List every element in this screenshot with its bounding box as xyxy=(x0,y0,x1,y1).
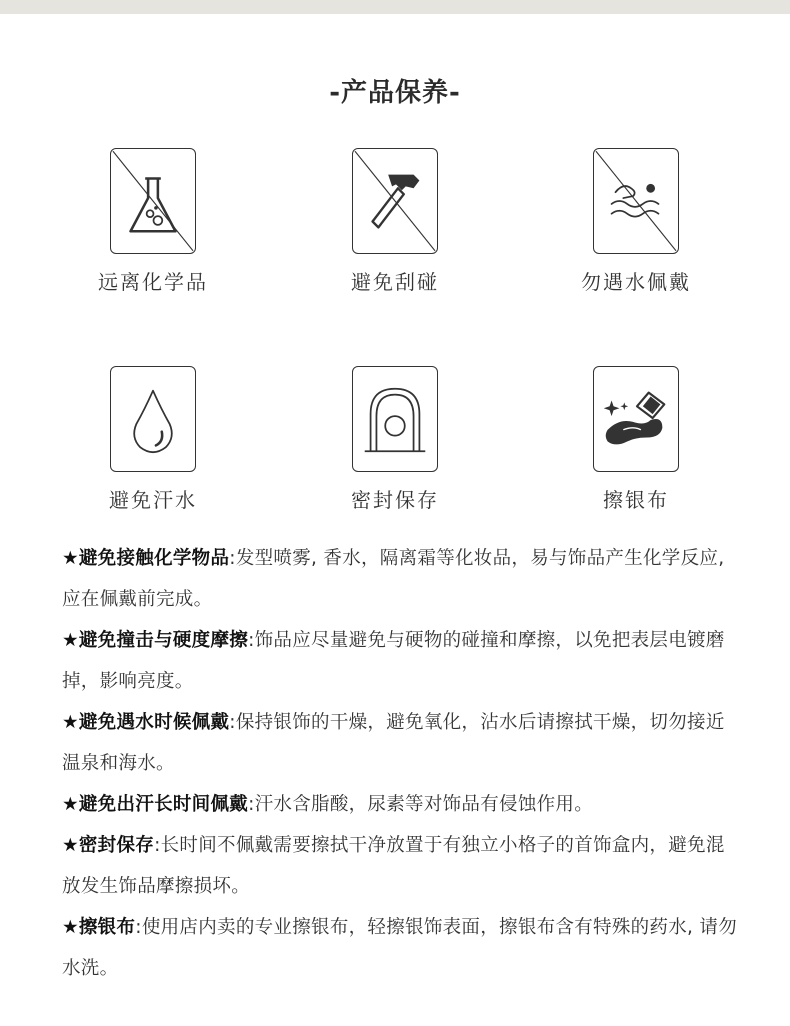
note-heading: ★避免遇水时候佩戴 xyxy=(62,712,230,733)
care-item-cloth xyxy=(526,366,746,513)
care-notes xyxy=(62,538,742,989)
note-heading: ★避免出汗长时间佩戴 xyxy=(62,794,249,815)
care-item-label: 勿遇水佩戴 xyxy=(581,270,691,294)
no-hammer-icon xyxy=(352,148,438,254)
care-item-water xyxy=(526,148,746,295)
note-heading: ★密封保存 xyxy=(62,835,155,856)
no-chemicals-icon xyxy=(110,148,196,254)
note-text: :汗水含脂酸，尿素等对饰品有侵蚀作用。 xyxy=(248,794,594,815)
water-drop-icon xyxy=(110,366,196,472)
note-item xyxy=(62,620,742,702)
note-heading: ★避免撞击与硬度摩擦 xyxy=(62,630,249,651)
note-item xyxy=(62,538,742,620)
care-item-label: 密封保存 xyxy=(351,488,439,512)
note-item xyxy=(62,784,742,825)
care-item-sweat xyxy=(43,366,263,513)
note-heading: ★避免接触化学物品 xyxy=(62,548,230,569)
note-text: :使用店内卖的专业擦银布，轻擦银饰表面，擦银布含有特殊的药水, 请勿水洗。 xyxy=(62,917,737,979)
sealed-box-icon xyxy=(352,366,438,472)
care-item-label: 避免汗水 xyxy=(109,488,197,512)
note-text: :长时间不佩戴需要擦拭干净放置于有独立小格子的首饰盒内，避免混放发生饰品摩擦损坏。 xyxy=(62,835,725,897)
care-item-label: 远离化学品 xyxy=(98,270,208,294)
note-item xyxy=(62,907,742,989)
page-title: -产品保养- xyxy=(329,78,461,108)
note-item xyxy=(62,702,742,784)
care-item-chemicals xyxy=(43,148,263,295)
note-item xyxy=(62,825,742,907)
care-item-sealed xyxy=(285,366,505,513)
top-bar xyxy=(0,0,790,14)
no-swimming-icon xyxy=(593,148,679,254)
care-item-label: 擦银布 xyxy=(603,488,669,512)
polishing-cloth-icon xyxy=(593,366,679,472)
care-item-scratch xyxy=(285,148,505,295)
note-text: :发型喷雾, 香水，隔离霜等化妆品，易与饰品产生化学反应, 应在佩戴前完成。 xyxy=(62,548,725,610)
note-heading: ★擦银布 xyxy=(62,917,136,938)
care-icon-grid xyxy=(0,148,790,518)
note-text: :保持银饰的干燥，避免氧化，沾水后请擦拭干燥，切勿接近温泉和海水。 xyxy=(62,712,725,774)
note-text: :饰品应尽量避免与硬物的碰撞和摩擦，以免把表层电镀磨掉，影响亮度。 xyxy=(62,630,725,692)
care-item-label: 避免刮碰 xyxy=(351,270,439,294)
